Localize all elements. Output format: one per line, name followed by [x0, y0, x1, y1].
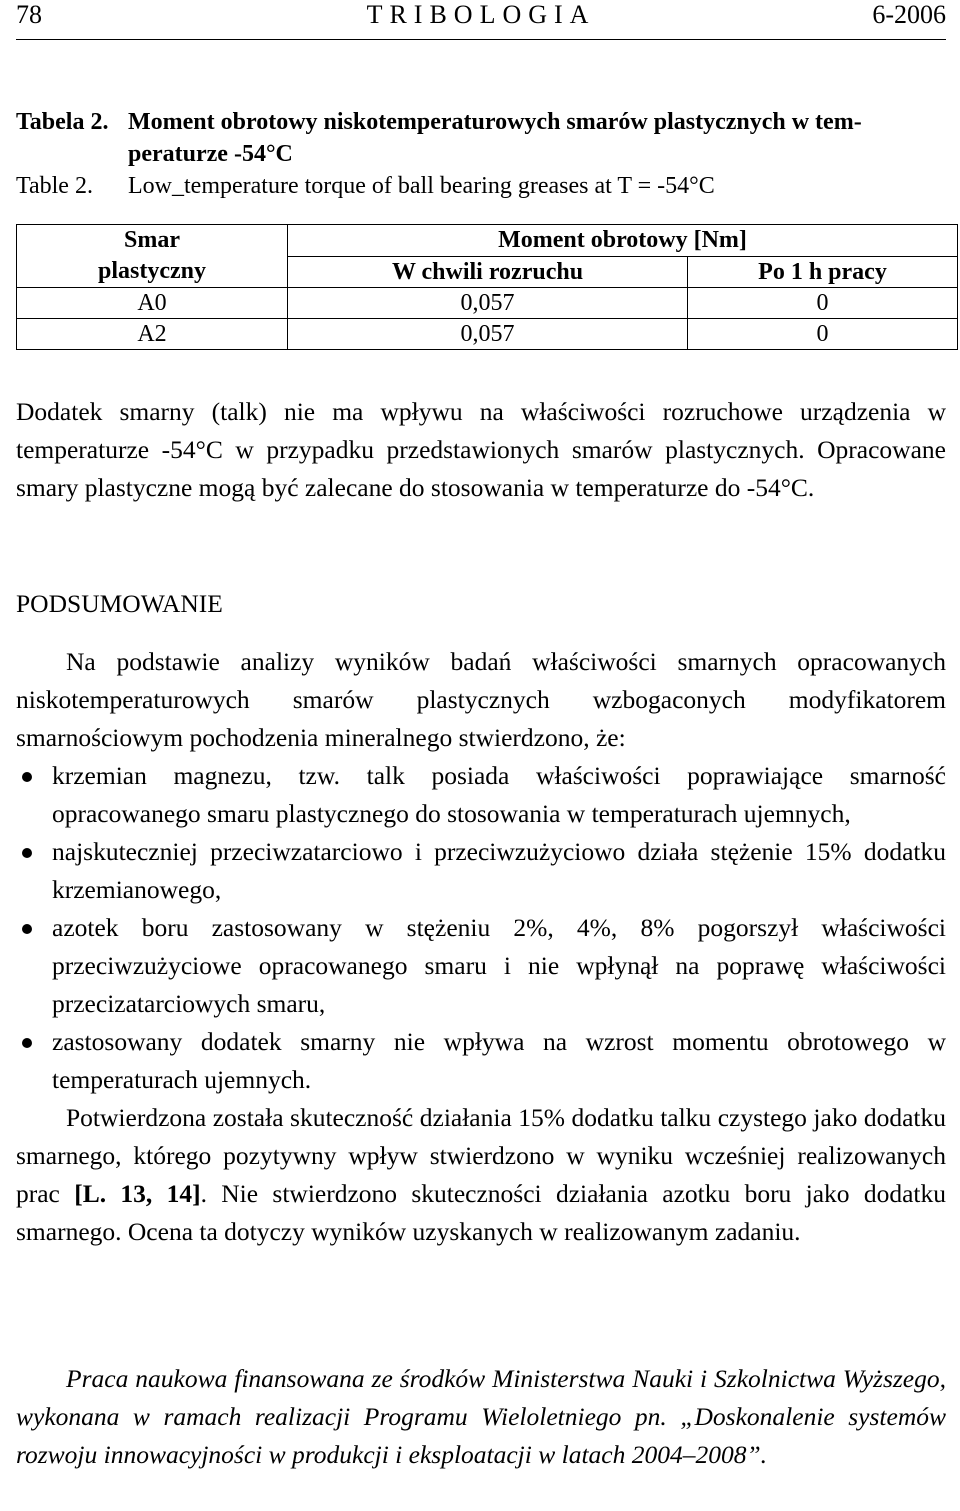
list-item	[16, 757, 946, 833]
col-header-after: Po 1 h pracy	[688, 256, 958, 288]
col-header-grease-line2: plastyczny	[98, 258, 206, 284]
running-header	[16, 0, 946, 40]
list-item-text: azotek boru zastosowany w stężeniu 2%, 4%, 8% pogorszył właściwości przeciwzużyciowe opracowanego smaru i nie wpłynął na poprawę właściwości przecizatarciowych smaru,	[52, 913, 946, 1018]
list-item	[16, 1023, 946, 1099]
summary-intro: Na podstawie analizy wyników badań właściwości smarnych opracowanych niskotemperaturowych smarów plastycznych wzbogaconych modyfikatorem smarnościowym pochodzenia mineralnego stwierdzono, że:	[16, 647, 946, 752]
col-group-header: Moment obrotowy [Nm]	[288, 225, 958, 257]
funding-note	[16, 1360, 946, 1474]
cell-start-torque: 0,057	[288, 319, 688, 350]
list-item-text: najskuteczniej przeciwzatarciowo i przeciwzużyciowo działa stężenie 15% dodatku krzemianowego,	[52, 837, 946, 904]
conclusion-text-1: Potwierdzona została skuteczność działania 15% dodatku talku czystego jako dodatku smarnego, którego pozytywny wpływ stwierdzono w wyniku wcześniej realizowanych prac	[16, 1103, 946, 1208]
bullet-icon	[22, 924, 32, 934]
list-item-text: zastosowany dodatek smarny nie wpływa na wzrost momentu obrotowego w temperaturach ujemnych.	[52, 1027, 946, 1094]
section-heading: PODSUMOWANIE	[16, 589, 223, 618]
summary-block	[16, 643, 946, 1251]
caption-pl-continuation: peraturze -54°C	[128, 141, 293, 167]
list-item	[16, 833, 946, 909]
cell-after-torque: 0	[688, 319, 958, 350]
bullet-icon	[22, 848, 32, 858]
cell-start-torque: 0,057	[288, 288, 688, 319]
header-rule	[16, 39, 946, 40]
caption-en-text: Low_temperature torque of ball bearing greases at T = -54°C	[128, 173, 715, 199]
conclusions-list	[16, 757, 946, 1099]
conclusion-paragraph	[16, 1099, 946, 1251]
col-header-grease-line1: Smar	[124, 227, 180, 253]
col-header-start: W chwili rozruchu	[288, 256, 688, 288]
issue-number: 6-2006	[872, 0, 946, 29]
bullet-icon	[22, 1038, 32, 1048]
caption-english	[16, 170, 940, 202]
list-item	[16, 909, 946, 1023]
conclusion-text-2: . Nie stwierdzono skuteczności działania azotku boru jako dodatku smarnego. Ocena ta dotyczy wyników uzyskanych w realizowanym zadaniu.	[16, 1179, 946, 1246]
list-item-text: krzemian magnezu, tzw. talk posiada właściwości poprawiające smarność opracowanego smaru plastycznego do stosowania w temperaturach ujemnych,	[52, 761, 946, 828]
page-number: 78	[16, 0, 42, 29]
table-caption	[16, 106, 940, 202]
cell-grease-name: A0	[17, 288, 288, 319]
table-row	[17, 288, 958, 319]
reference-citation: [L. 13, 14]	[74, 1179, 201, 1208]
caption-pl-label: Tabela 2.	[16, 109, 109, 135]
funding-text: Praca naukowa finansowana ze środków Ministerstwa Nauki i Szkolnictwa Wyższego, wykonana w ramach realizacji Programu Wieloletniego pn. „Doskonalenie systemów rozwoju innowacyjności w produkcji i eksploatacji w latach 2004–2008”.	[16, 1364, 946, 1469]
bullet-icon	[22, 772, 32, 782]
torque-table	[16, 224, 958, 350]
col-header-grease	[17, 225, 288, 288]
cell-grease-name: A2	[17, 319, 288, 350]
caption-pl-text: Moment obrotowy niskotemperaturowych smarów plastycznych w tem-	[128, 109, 862, 135]
journal-title: TRIBOLOGIA	[366, 0, 596, 29]
paragraph-talc-effect: Dodatek smarny (talk) nie ma wpływu na właściwości rozruchowe urządzenia w temperaturze -54°C w przypadku przedstawionych smarów plastycznych. Opracowane smary plastyczne mogą być zalecane do stosowania w temperaturze do -54°C.	[16, 397, 946, 502]
caption-en-label: Table 2.	[16, 173, 93, 199]
cell-after-torque: 0	[688, 288, 958, 319]
caption-polish	[16, 106, 940, 138]
table-row	[17, 319, 958, 350]
